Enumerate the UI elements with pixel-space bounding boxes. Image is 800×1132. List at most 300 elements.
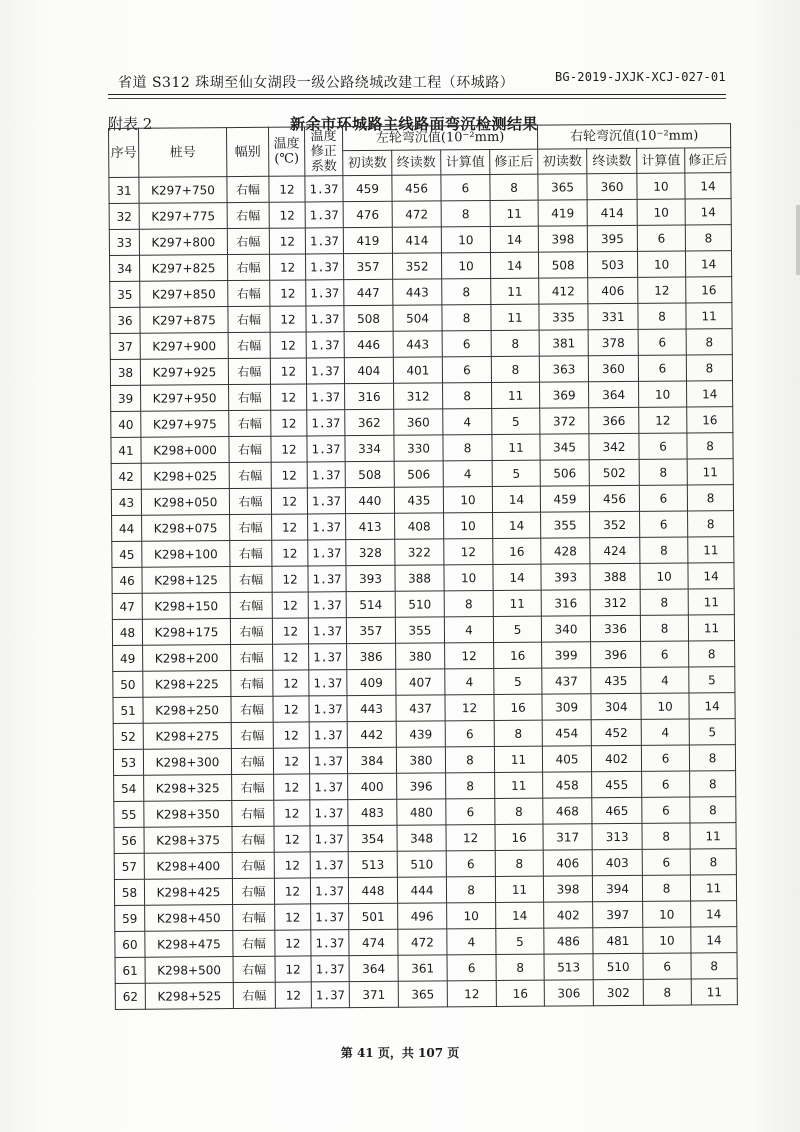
cell-left-final: 352 [392,253,441,279]
cell-right-initial: 355 [541,512,590,538]
cell-right-calc: 4 [641,719,689,745]
cell-temp: 12 [275,930,311,956]
cell-coef: 1.37 [305,228,343,254]
table-body [109,173,738,1010]
cell-right-initial: 335 [539,304,588,330]
cell-station: K297+750 [139,177,227,204]
cell-right-calc: 8 [643,979,691,1005]
cell-seq: 37 [110,333,140,359]
cell-temp: 12 [271,410,307,436]
cell-coef: 1.37 [311,956,349,982]
cell-station: K298+100 [142,541,230,568]
cell-temp: 12 [273,722,309,748]
cell-left-final: 414 [392,227,441,253]
cell-coef: 1.37 [307,488,345,514]
col-temp-label: 温度(℃) [273,136,300,167]
cell-left-corrected: 11 [491,304,539,330]
cell-side: 右幅 [232,878,274,904]
cell-right-final: 313 [592,823,642,849]
cell-seq: 59 [115,905,145,931]
cell-station: K298+025 [141,463,229,490]
cell-right-calc: 10 [637,199,685,225]
cell-right-final: 397 [593,901,643,927]
cell-seq: 41 [111,437,141,463]
cell-left-final: 322 [395,539,444,565]
cell-side: 右幅 [228,332,270,358]
cell-right-corrected: 11 [688,537,734,563]
cell-left-initial: 354 [348,825,397,851]
cell-right-calc: 6 [639,485,687,511]
cell-left-corrected: 16 [493,538,541,564]
cell-left-initial: 442 [347,721,396,747]
cell-station: K298+225 [143,671,231,698]
col-right-group: 右轮弯沉值(10⁻²mm) [538,124,731,150]
cell-seq: 52 [113,723,143,749]
cell-right-final: 456 [589,485,639,511]
cell-station: K298+125 [142,567,230,594]
cell-left-calc: 6 [441,175,490,201]
cell-right-calc: 6 [642,849,690,875]
cell-left-calc: 10 [443,486,492,512]
cell-left-initial: 404 [344,357,393,383]
cell-right-final: 510 [593,953,643,979]
cell-left-final: 504 [393,305,442,331]
cell-left-initial: 334 [345,435,394,461]
cell-left-corrected: 5 [493,616,541,642]
cell-right-final: 302 [593,979,643,1005]
cell-coef: 1.37 [310,774,348,800]
cell-right-calc: 10 [641,693,689,719]
cell-left-corrected: 14 [490,252,538,278]
cell-left-initial: 440 [345,487,394,513]
cell-coef: 1.37 [309,696,347,722]
cell-right-calc: 12 [638,277,686,303]
cell-temp: 12 [272,540,308,566]
col-seq: 序号 [109,128,139,177]
cell-left-corrected: 14 [493,512,541,538]
cell-side: 右幅 [232,800,274,826]
cell-temp: 12 [273,696,309,722]
cell-right-final: 366 [589,407,639,433]
cell-coef: 1.37 [306,306,344,332]
cell-right-initial: 372 [540,408,589,434]
cell-right-calc: 10 [643,901,691,927]
cell-station: K298+400 [144,853,232,880]
cell-temp: 12 [274,826,310,852]
cell-right-corrected: 16 [687,407,733,433]
cell-left-final: 443 [393,331,442,357]
cell-right-initial: 458 [543,772,592,798]
cell-side: 右幅 [228,306,270,332]
cell-temp: 12 [273,644,309,670]
col-station: 桩号 [139,128,227,178]
cell-left-calc: 6 [447,954,496,980]
cell-right-initial: 428 [541,538,590,564]
cell-right-corrected: 8 [689,641,735,667]
cell-left-initial: 446 [344,331,393,357]
cell-coef: 1.37 [307,384,345,410]
cell-right-calc: 10 [637,173,685,199]
cell-seq: 62 [115,983,145,1009]
cell-left-corrected: 8 [491,330,539,356]
cell-station: K298+300 [143,749,231,776]
cell-right-final: 360 [587,173,637,199]
cell-left-initial: 513 [348,851,397,877]
col-left-final: 终读数 [392,150,441,175]
cell-seq: 57 [114,853,144,879]
cell-side: 右幅 [229,410,271,436]
cell-right-calc: 6 [637,225,685,251]
cell-left-calc: 6 [442,356,491,382]
cell-right-corrected: 14 [686,251,732,277]
cell-left-initial: 459 [343,175,392,201]
cell-side: 右幅 [230,592,272,618]
cell-right-initial: 419 [538,200,587,226]
cell-seq: 55 [114,801,144,827]
cell-station: K298+075 [142,515,230,542]
cell-right-corrected: 14 [691,901,737,927]
cell-left-final: 380 [396,747,445,773]
cell-side: 右幅 [229,384,271,410]
cell-left-calc: 6 [446,798,495,824]
cell-right-calc: 8 [639,459,687,485]
cell-seq: 47 [112,593,142,619]
col-left-group: 左轮弯沉值(10⁻²mm) [342,125,537,151]
cell-station: K297+800 [139,229,227,256]
cell-right-calc: 6 [639,433,687,459]
cell-side: 右幅 [230,618,272,644]
cell-seq: 48 [112,619,142,645]
cell-right-corrected: 5 [689,719,735,745]
cell-side: 右幅 [229,488,271,514]
cell-coef: 1.37 [305,254,343,280]
cell-right-final: 424 [590,537,640,563]
table-title: 新余市环城路主线路面弯沉检测结果 [290,115,539,133]
cell-right-initial: 437 [542,668,591,694]
cell-seq: 56 [114,827,144,853]
cell-station: K298+325 [144,775,232,802]
cell-right-final: 455 [592,771,642,797]
cell-left-corrected: 5 [494,668,542,694]
cell-station: K298+000 [141,437,229,464]
cell-left-calc: 10 [447,902,496,928]
cell-left-final: 496 [398,903,447,929]
cell-station: K297+850 [140,281,228,308]
cell-right-final: 336 [590,615,640,641]
cell-left-initial: 448 [348,877,397,903]
cell-left-corrected: 11 [492,382,540,408]
cell-right-corrected: 11 [687,459,733,485]
cell-left-final: 361 [398,955,447,981]
cell-side: 右幅 [233,982,275,1008]
cell-right-calc: 6 [640,511,688,537]
cell-left-corrected: 11 [491,278,539,304]
cell-coef: 1.37 [308,618,346,644]
cell-left-calc: 8 [444,590,493,616]
cell-side: 右幅 [230,514,272,540]
cell-temp: 12 [273,670,309,696]
cell-temp: 12 [269,202,305,228]
col-right-corrected: 修正后 [685,148,731,173]
cell-right-initial: 468 [543,798,592,824]
cell-temp: 12 [270,358,306,384]
cell-right-initial: 508 [539,252,588,278]
cell-station: K297+925 [140,359,228,386]
cell-station: K298+525 [145,983,233,1010]
cell-left-initial: 413 [346,513,395,539]
cell-side: 右幅 [227,202,269,228]
cell-left-final: 380 [396,643,445,669]
cell-left-calc: 8 [442,304,491,330]
cell-right-corrected: 8 [687,433,733,459]
cell-right-final: 452 [591,719,641,745]
cell-side: 右幅 [227,228,269,254]
cell-seq: 61 [115,957,145,983]
cell-station: K297+950 [141,385,229,412]
cell-left-final: 312 [394,383,443,409]
cell-temp: 12 [270,280,306,306]
cell-right-initial: 398 [538,226,587,252]
cell-seq: 38 [110,359,140,385]
cell-left-initial: 393 [346,565,395,591]
cell-coef: 1.37 [309,722,347,748]
cell-coef: 1.37 [309,644,347,670]
cell-right-initial: 513 [544,954,593,980]
cell-right-corrected: 8 [691,953,737,979]
cell-left-final: 388 [395,565,444,591]
cell-right-initial: 399 [542,642,591,668]
cell-right-initial: 506 [540,460,589,486]
cell-left-corrected: 11 [494,746,542,772]
cell-right-initial: 306 [544,980,593,1006]
cell-right-corrected: 8 [685,225,731,251]
cell-right-initial: 316 [541,590,590,616]
cell-left-calc: 4 [445,668,494,694]
cell-right-initial: 406 [543,850,592,876]
cell-left-final: 443 [393,279,442,305]
cell-station: K298+475 [145,931,233,958]
cell-right-initial: 398 [543,876,592,902]
cell-station: K298+250 [143,697,231,724]
cell-right-calc: 6 [641,745,689,771]
cell-right-calc: 12 [639,407,687,433]
cell-left-final: 456 [392,175,441,201]
cell-right-corrected: 16 [686,277,732,303]
cell-temp: 12 [274,852,310,878]
cell-left-corrected: 14 [492,486,540,512]
cell-coef: 1.37 [308,566,346,592]
cell-left-calc: 6 [446,850,495,876]
cell-side: 右幅 [233,904,275,930]
cell-left-initial: 384 [347,747,396,773]
cell-right-final: 406 [588,277,638,303]
cell-right-initial: 402 [544,902,593,928]
cell-side: 右幅 [231,722,273,748]
cell-right-calc: 10 [639,381,687,407]
cell-coef: 1.37 [310,800,348,826]
cell-left-initial: 483 [348,799,397,825]
cell-station: K298+175 [142,619,230,646]
cell-seq: 54 [114,775,144,801]
col-coef-label: 温度修正系数 [310,128,337,174]
cell-station: K298+150 [142,593,230,620]
cell-right-corrected: 14 [689,693,735,719]
cell-left-corrected: 16 [494,694,542,720]
cell-left-final: 408 [395,513,444,539]
cell-right-initial: 365 [538,174,587,200]
cell-temp: 12 [271,488,307,514]
cell-left-corrected: 11 [492,434,540,460]
cell-coef: 1.37 [306,332,344,358]
cell-right-final: 503 [588,251,638,277]
cell-station: K298+350 [144,801,232,828]
col-right-calc: 计算值 [637,148,685,173]
cell-coef: 1.37 [305,202,343,228]
cell-left-final: 506 [394,461,443,487]
cell-left-corrected: 16 [494,642,542,668]
cell-temp: 12 [270,306,306,332]
cell-left-initial: 362 [345,409,394,435]
cell-right-final: 360 [588,355,638,381]
cell-right-final: 465 [592,797,642,823]
cell-station: K297+775 [139,203,227,230]
cell-right-calc: 10 [638,251,686,277]
cell-station: K297+875 [140,307,228,334]
cell-right-calc: 8 [642,875,690,901]
cell-seq: 44 [112,515,142,541]
cell-left-final: 360 [394,409,443,435]
cell-temp: 12 [272,566,308,592]
cell-left-final: 480 [397,799,446,825]
cell-left-calc: 12 [445,694,494,720]
cell-left-corrected: 5 [492,408,540,434]
cell-right-corrected: 8 [690,849,736,875]
cell-temp: 12 [272,514,308,540]
cell-left-corrected: 11 [490,200,538,226]
cell-coef: 1.37 [309,748,347,774]
cell-right-corrected: 14 [688,563,734,589]
cell-coef: 1.37 [310,826,348,852]
cell-coef: 1.37 [311,982,349,1008]
cell-right-final: 395 [587,225,637,251]
cell-seq: 53 [113,749,143,775]
col-left-calc: 计算值 [441,150,490,175]
cell-left-corrected: 5 [492,460,540,486]
cell-right-final: 396 [591,641,641,667]
cell-temp: 12 [272,592,308,618]
cell-left-corrected: 8 [495,850,543,876]
cell-side: 右幅 [227,176,269,202]
cell-temp: 12 [269,228,305,254]
col-coef [304,127,342,176]
cell-left-corrected: 14 [490,226,538,252]
cell-right-final: 388 [590,563,640,589]
cell-coef: 1.37 [310,878,348,904]
cell-left-corrected: 8 [495,798,543,824]
cell-seq: 46 [112,567,142,593]
cell-side: 右幅 [232,852,274,878]
cell-left-calc: 10 [444,564,493,590]
cell-right-initial: 393 [541,564,590,590]
cell-left-corrected: 11 [493,590,541,616]
cell-left-calc: 4 [443,460,492,486]
cell-right-initial: 486 [544,928,593,954]
cell-seq: 31 [109,177,139,203]
cell-coef: 1.37 [311,930,349,956]
cell-station: K297+900 [140,333,228,360]
cell-left-initial: 328 [346,539,395,565]
cell-right-final: 435 [591,667,641,693]
cell-left-corrected: 11 [495,772,543,798]
cell-side: 右幅 [229,462,271,488]
cell-right-final: 403 [592,849,642,875]
project-name: 省道 S312 珠瑚至仙女湖段一级公路绕城改建工程（环城路） [118,75,515,91]
cell-right-initial: 345 [540,434,589,460]
cell-right-final: 342 [589,433,639,459]
cell-right-calc: 6 [642,771,690,797]
cell-station: K298+200 [143,645,231,672]
cell-right-final: 394 [592,875,642,901]
cell-seq: 32 [109,203,139,229]
cell-side: 右幅 [229,436,271,462]
cell-left-initial: 419 [343,227,392,253]
cell-coef: 1.37 [306,280,344,306]
cell-seq: 49 [113,645,143,671]
cell-left-initial: 508 [345,461,394,487]
cell-right-final: 502 [589,459,639,485]
cell-right-final: 331 [588,303,638,329]
table-row [115,979,737,1010]
cell-coef: 1.37 [309,670,347,696]
cell-right-corrected: 14 [691,927,737,953]
cell-left-calc: 4 [447,928,496,954]
cell-left-calc: 8 [446,876,495,902]
cell-left-calc: 4 [443,408,492,434]
cell-right-final: 378 [588,329,638,355]
cell-right-corrected: 14 [687,381,733,407]
cell-left-corrected: 16 [496,980,544,1006]
cell-left-corrected: 8 [496,954,544,980]
cell-right-corrected: 11 [686,303,732,329]
cell-left-corrected: 8 [490,174,538,200]
cell-temp: 12 [275,904,311,930]
cell-right-corrected: 11 [690,875,736,901]
cell-left-final: 330 [394,435,443,461]
cell-left-final: 435 [394,487,443,513]
cell-temp: 12 [272,618,308,644]
cell-left-initial: 501 [349,903,398,929]
cell-right-calc: 8 [640,589,688,615]
cell-left-calc: 10 [441,227,490,253]
cell-right-final: 312 [590,589,640,615]
cell-side: 右幅 [233,956,275,982]
header-rule [108,94,726,95]
cell-station: K298+425 [144,879,232,906]
cell-side: 右幅 [231,748,273,774]
cell-left-final: 439 [396,721,445,747]
col-left-initial: 初读数 [343,150,392,175]
cell-left-calc: 8 [443,382,492,408]
cell-left-calc: 12 [446,824,495,850]
cell-left-final: 472 [398,929,447,955]
cell-left-final: 401 [393,357,442,383]
cell-coef: 1.37 [305,176,343,202]
cell-station: K298+275 [143,723,231,750]
cell-left-final: 444 [397,877,446,903]
cell-right-calc: 8 [640,537,688,563]
cell-right-initial: 309 [542,694,591,720]
cell-temp: 12 [275,982,311,1008]
